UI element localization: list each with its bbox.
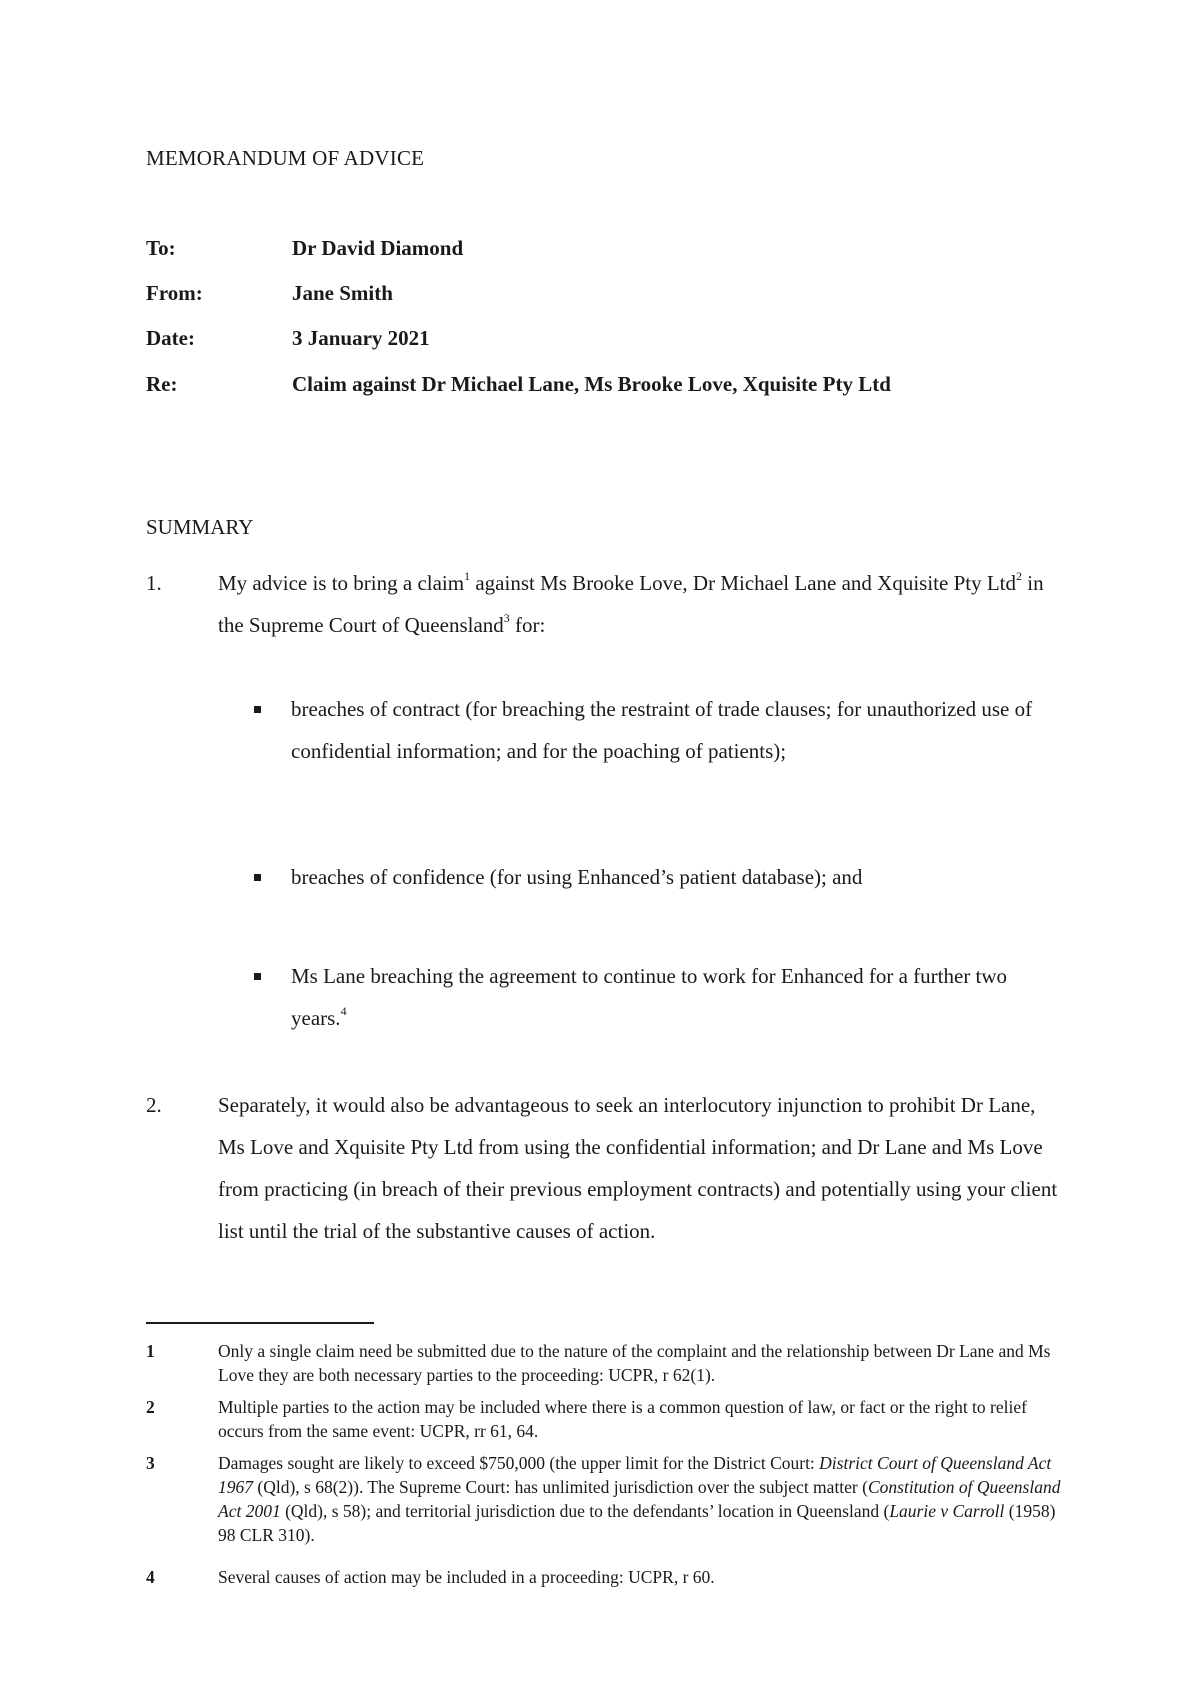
to-label: To: [146,236,176,260]
bullet-text-part: Ms Lane breaching the agreement to continue to work for Enhanced for a further two years. [291,964,1008,1030]
document-title: MEMORANDUM OF ADVICE [146,146,425,170]
footnote-number: 3 [146,1453,155,1473]
bullet-text: breaches of confidence (for using Enhanced’s patient database); and [291,865,863,889]
footnote-citation: District Court of Queensland Act 1967 [218,1453,1052,1497]
footnote-ref[interactable]: 4 [340,1004,347,1018]
date-label: Date: [146,326,195,350]
footnote-ref[interactable]: 3 [503,611,510,625]
paragraph-text-part: My advice is to bring a claim [218,571,465,595]
re-value: Claim against Dr Michael Lane, Ms Brooke Love, Xquisite Pty Ltd [292,372,891,396]
paragraph-text-part: against Ms Brooke Love, Dr Michael Lane and Xquisite Pty Ltd [470,571,1016,595]
from-value: Jane Smith [292,281,393,305]
paragraph-text-part: in the Supreme Court of Queensland [218,571,1044,637]
footnote-text-part: (1958) 98 CLR 310). [218,1501,1056,1545]
paragraph-number: 2. [146,1093,162,1117]
footnote-number: 1 [146,1341,155,1361]
bullet-square-icon [254,973,261,980]
paragraph-number: 1. [146,571,162,595]
footnote-text: Only a single claim need be submitted due to the nature of the complaint and the relationship between Dr Lane and Ms Love they are both necessary parties to the proceeding: UCPR, r 62(1). [218,1341,1051,1385]
paragraph-text [218,562,1058,646]
summary-heading: SUMMARY [146,515,254,539]
paragraph-text-part: for: [509,613,546,637]
bullet-square-icon [254,706,261,713]
footnote-text-part: Damages sought are likely to exceed $750,000 (the upper limit for the District Court: [218,1453,820,1473]
footnote-citation: Laurie v Carroll [889,1501,1005,1521]
bullet-square-icon [254,874,261,881]
bullet-text: breaches of contract (for breaching the restraint of trade clauses; for unauthorized use of confidential information; and for the poaching of patients); [291,697,1033,763]
footnote-text-part: (Qld), s 68(2)). The Supreme Court: has unlimited jurisdiction over the subject matter ( [253,1477,868,1497]
to-value: Dr David Diamond [292,236,464,260]
paragraph-text: Separately, it would also be advantageous to seek an interlocutory injunction to prohibit Dr Lane, Ms Love and Xquisite Pty Ltd from using the confidential information; and Dr Lane and Ms Love from practicing (in breach of their previous employment contracts) and potentially using your client list until the trial of the substantive causes of action. [218,1093,1058,1243]
footnote-ref[interactable]: 2 [1016,569,1022,583]
re-label: Re: [146,372,178,396]
footnote-text [218,1451,1063,1547]
footnote-citation: Constitution of Queensland Act 2001 [218,1477,1061,1521]
footnote-number: 4 [146,1567,155,1587]
from-label: From: [146,281,203,305]
footnote-text: Several causes of action may be included in a proceeding: UCPR, r 60. [218,1567,715,1587]
date-value: 3 January 2021 [292,326,430,350]
footnote-text-part: (Qld), s 58); and territorial jurisdiction due to the defendants’ location in Queensland ( [280,1501,890,1521]
footnote-separator [146,1322,374,1324]
footnote-number: 2 [146,1397,155,1417]
footnote-text: Multiple parties to the action may be included where there is a common question of law, or fact or the right to relief occurs from the same event: UCPR, rr 61, 64. [218,1397,1027,1441]
bullet-text [291,955,1051,1039]
footnote-ref[interactable]: 1 [464,569,471,583]
